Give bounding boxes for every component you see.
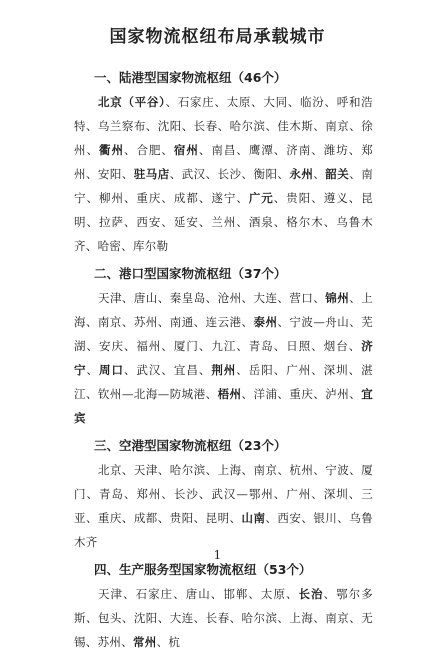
page-title: 国家物流枢纽布局承载城市 xyxy=(109,27,326,47)
city-text: 北京、天津、哈尔滨、上海、南京、杭州、宁波、厦门、青岛、郑州、长沙、武汉—鄂州、广州、深圳、三亚、重庆、成都、贵阳、昆明、 xyxy=(74,463,373,525)
city-text: 、南宁、柳州、重庆、成都、遂宁、 xyxy=(74,167,373,205)
highlighted-city: 宜宾 xyxy=(74,387,373,425)
city-text: 、石家庄、太原、大同、临汾、呼和浩特、乌兰察布、沈阳、长春、哈尔滨、佳木斯、南京、徐州、 xyxy=(74,95,373,157)
highlighted-city: 锦州 xyxy=(325,291,350,305)
city-text: 、岳阳、广州、深圳、湛江、钦州—北海—防城港、 xyxy=(74,363,373,401)
highlighted-city: 永州 xyxy=(289,167,314,181)
document-body xyxy=(74,62,373,654)
section-heading: 一、陆港型国家物流枢纽（46个） xyxy=(94,70,287,85)
highlighted-city: 北京（平谷） xyxy=(98,95,166,109)
city-text: 、杭 xyxy=(156,635,181,649)
highlighted-city: 韶关 xyxy=(325,167,350,181)
highlighted-city: 山南 xyxy=(241,511,266,525)
highlighted-city: 广元 xyxy=(248,191,274,205)
city-text: 、南昌、鹰潭、济南、潍坊、郑州、安阳、 xyxy=(74,143,374,181)
city-text: 、 xyxy=(86,363,99,377)
city-text: 、武汉、长沙、衡阳、 xyxy=(169,167,290,181)
highlighted-city: 驻马店 xyxy=(133,167,170,181)
highlighted-city: 周口 xyxy=(98,363,124,377)
highlighted-city: 常州 xyxy=(133,635,157,649)
highlighted-city: 宿州 xyxy=(173,143,199,157)
city-list-paragraph xyxy=(74,458,373,554)
highlighted-city: 梧州 xyxy=(217,387,242,401)
city-text: 、武汉、宜昌、 xyxy=(123,363,212,377)
city-text: 、 xyxy=(313,167,326,181)
city-text: 、上海、南京、苏州、南通、连云港、 xyxy=(74,291,373,329)
city-text: 、西安、银川、乌鲁木齐 xyxy=(74,511,373,549)
city-text: 、贵阳、遵义、昆明、拉萨、西安、延安、兰州、酒泉、格尔木、乌鲁木齐、哈密、库尔勒 xyxy=(74,191,373,253)
city-text: 天津、石家庄、唐山、邯郸、太原、 xyxy=(98,587,299,601)
highlighted-city: 泰州 xyxy=(253,315,278,329)
highlighted-city: 济宁 xyxy=(74,339,373,377)
page-number: 1 xyxy=(213,548,222,562)
city-text: 、洋浦、重庆、泸州、 xyxy=(241,387,362,401)
city-text: 、鄂尔多斯、包头、沈阳、大连、长春、哈尔滨、上海、南京、无锡、苏州、 xyxy=(74,587,373,649)
section-heading: 三、空港型国家物流枢纽（23个） xyxy=(94,438,287,453)
city-list-paragraph xyxy=(74,90,373,258)
section-heading: 四、生产服务型国家物流枢纽（53个） xyxy=(94,562,312,577)
highlighted-city: 衢州 xyxy=(98,143,124,157)
city-list-paragraph xyxy=(74,286,373,430)
city-list-paragraph xyxy=(74,582,373,654)
section-heading: 二、港口型国家物流枢纽（37个） xyxy=(94,266,287,281)
city-text: 、宁波—舟山、芜湖、安庆、福州、厦门、九江、青岛、日照、烟台、 xyxy=(74,315,373,353)
highlighted-city: 荆州 xyxy=(211,363,237,377)
city-text: 天津、唐山、秦皇岛、沧州、大连、营口、 xyxy=(98,291,326,305)
highlighted-city: 长治 xyxy=(298,587,324,601)
city-text: 、合肥、 xyxy=(123,143,174,157)
